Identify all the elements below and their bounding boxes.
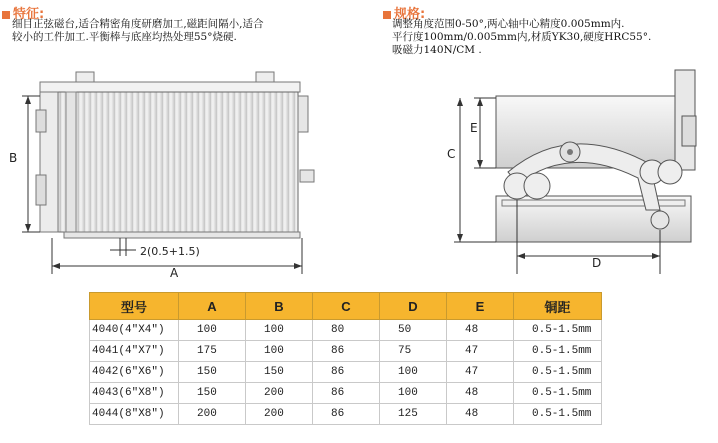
table-cell: 4042(6"X6") bbox=[90, 362, 179, 383]
table-cell: 86 bbox=[313, 383, 380, 404]
table-cell: 48 bbox=[447, 320, 514, 341]
features-line: 细目正弦磁台,适合精密角度研磨加工,磁距间隔小,适合 bbox=[12, 18, 264, 30]
table-row bbox=[90, 320, 602, 341]
table-cell: 100 bbox=[179, 320, 246, 341]
table-cell: 150 bbox=[246, 362, 313, 383]
table-cell: 100 bbox=[380, 383, 447, 404]
dimension-label-e: E bbox=[470, 121, 478, 135]
header-b: B bbox=[246, 293, 313, 320]
table-cell: 175 bbox=[179, 341, 246, 362]
dimension-label-a: A bbox=[170, 266, 179, 280]
specs-line: 调整角度范围0-50°,两心轴中心精度0.005mm内. bbox=[392, 18, 625, 30]
spec-table bbox=[89, 292, 602, 425]
specs-line: 平行度100mm/0.005mm内,材质YK30,硬度HRC55°. bbox=[392, 31, 652, 43]
table-cell: 100 bbox=[380, 362, 447, 383]
features-text bbox=[12, 18, 264, 44]
table-row bbox=[90, 383, 602, 404]
dimension-label-d: D bbox=[592, 256, 602, 270]
side-view-drawing bbox=[420, 60, 710, 285]
table-cell: 0.5-1.5mm bbox=[514, 404, 602, 425]
header-e: E bbox=[447, 293, 514, 320]
header-pitch: 铜距 bbox=[514, 293, 602, 320]
table-cell: 47 bbox=[447, 341, 514, 362]
table-cell: 86 bbox=[313, 362, 380, 383]
table-cell: 125 bbox=[380, 404, 447, 425]
table-cell: 86 bbox=[313, 341, 380, 362]
bullet-square-icon bbox=[383, 11, 391, 19]
features-title: 特征: bbox=[2, 3, 44, 22]
table-cell: 0.5-1.5mm bbox=[514, 362, 602, 383]
table-cell: 48 bbox=[447, 404, 514, 425]
table-cell: 50 bbox=[380, 320, 447, 341]
table-cell: 4044(8"X8") bbox=[90, 404, 179, 425]
table-cell: 200 bbox=[246, 404, 313, 425]
table-cell: 100 bbox=[246, 341, 313, 362]
header-a: A bbox=[179, 293, 246, 320]
dimension-label-b: B bbox=[9, 151, 18, 165]
features-line: 较小的工件加工.平衡棒与底座均热处理55°烧硬. bbox=[12, 31, 237, 43]
specs-line: 吸磁力140N/CM . bbox=[392, 44, 482, 56]
table-row bbox=[90, 362, 602, 383]
dimension-label-pitch: 2(0.5+1.5) bbox=[140, 245, 200, 258]
table-row bbox=[90, 404, 602, 425]
table-cell: 47 bbox=[447, 362, 514, 383]
table-cell: 200 bbox=[179, 404, 246, 425]
table-cell: 4040(4"X4") bbox=[90, 320, 179, 341]
table-cell: 100 bbox=[246, 320, 313, 341]
table-cell: 48 bbox=[447, 383, 514, 404]
table-cell: 80 bbox=[313, 320, 380, 341]
table-row bbox=[90, 341, 602, 362]
specs-text bbox=[392, 18, 651, 57]
header-model: 型号 bbox=[90, 293, 179, 320]
dimension-label-c: C bbox=[447, 147, 456, 161]
table-cell: 150 bbox=[179, 362, 246, 383]
table-cell: 0.5-1.5mm bbox=[514, 383, 602, 404]
table-cell: 150 bbox=[179, 383, 246, 404]
table-cell: 4041(4"X7") bbox=[90, 341, 179, 362]
table-cell: 4043(6"X8") bbox=[90, 383, 179, 404]
specs-title: 规格: bbox=[383, 3, 425, 22]
table-header-row bbox=[90, 293, 602, 320]
table-cell: 75 bbox=[380, 341, 447, 362]
table-cell: 0.5-1.5mm bbox=[514, 320, 602, 341]
table-cell: 0.5-1.5mm bbox=[514, 341, 602, 362]
header-c: C bbox=[313, 293, 380, 320]
header-d: D bbox=[380, 293, 447, 320]
table-cell: 200 bbox=[246, 383, 313, 404]
bullet-square-icon bbox=[2, 11, 10, 19]
table-cell: 86 bbox=[313, 404, 380, 425]
